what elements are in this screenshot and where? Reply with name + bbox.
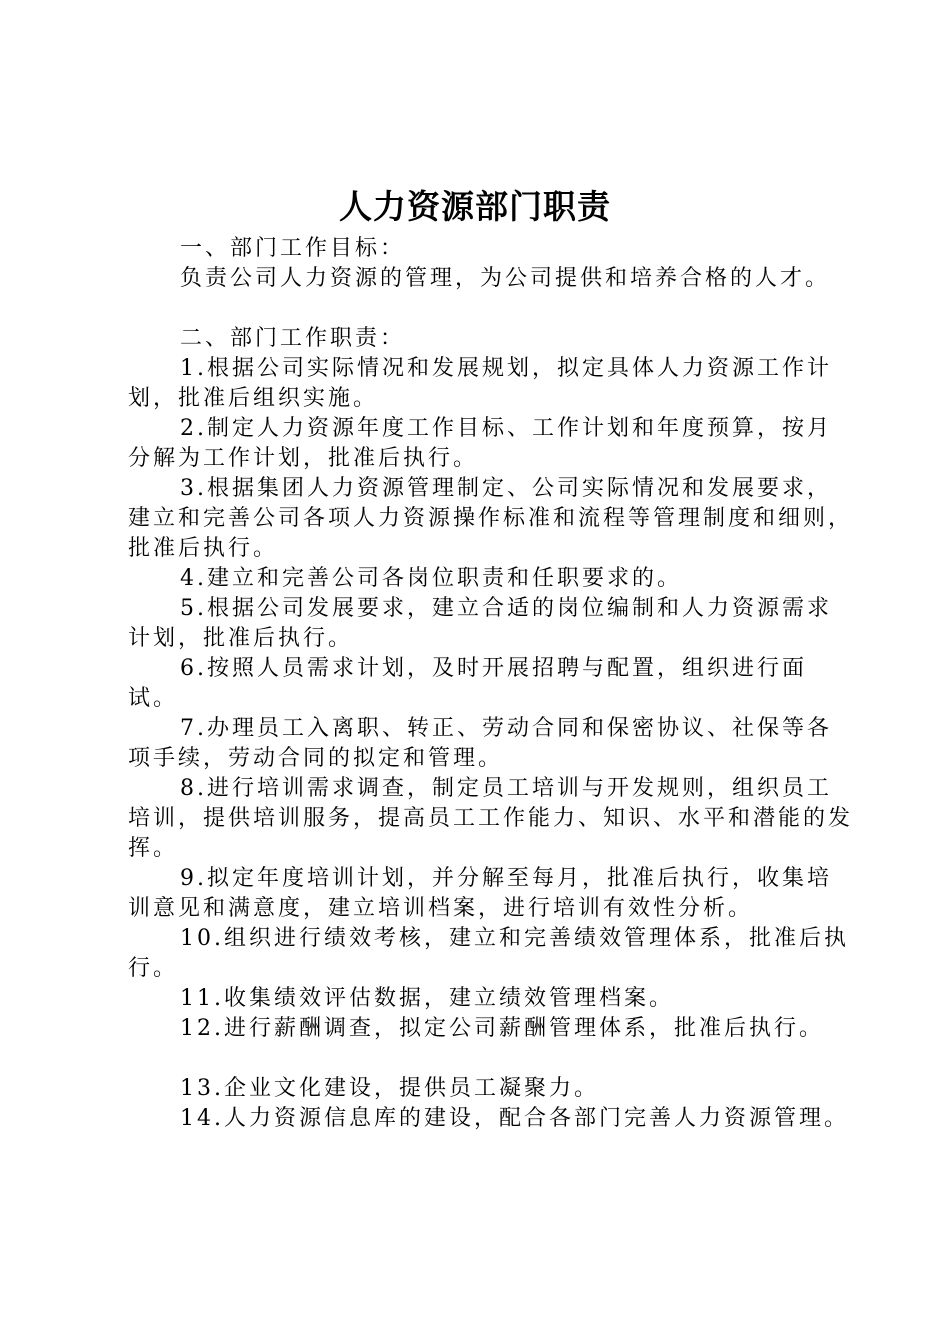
duty-item: 6.按照人员需求计划，及时开展招聘与配置，组织进行面试。 — [128, 656, 807, 711]
document-body — [128, 234, 854, 1134]
duty-item: 9.拟定年度培训计划，并分解至每月，批准后执行，收集培训意见和满意度，建立培训档案，进行培训有效性分析。 — [128, 866, 832, 921]
duty-item: 5.根据公司发展要求，建立合适的岗位编制和人力资源需求计划，批准后执行。 — [128, 596, 832, 651]
duty-item: 7.办理员工入离职、转正、劳动合同和保密协议、社保等各项手续，劳动合同的拟定和管理。 — [128, 716, 832, 771]
duty-item: 3.根据集团人力资源管理制定、公司实际情况和发展要求，建立和完善公司各项人力资源操作标准和流程等管理制度和细则，批准后执行。 — [128, 476, 854, 561]
section-heading-duties: 二、部门工作职责： — [180, 326, 406, 351]
duty-item: 13.企业文化建设，提供员工凝聚力。 — [180, 1076, 599, 1101]
duty-item: 12.进行薪酬调查，拟定公司薪酬管理体系，批准后执行。 — [180, 1016, 824, 1041]
duty-item: 14.人力资源信息库的建设，配合各部门完善人力资源管理。 — [180, 1106, 849, 1131]
duty-item: 2.制定人力资源年度工作目标、工作计划和年度预算，按月分解为工作计划，批准后执行。 — [128, 416, 832, 471]
goals-paragraph: 负责公司人力资源的管理，为公司提供和培养合格的人才。 — [180, 266, 831, 291]
duty-item: 8.进行培训需求调查，制定员工培训与开发规则，组织员工培训，提供培训服务，提高员工工作能力、知识、水平和潜能的发挥。 — [128, 776, 854, 861]
duty-item: 1.根据公司实际情况和发展规划，拟定具体人力资源工作计划，批准后组织实施。 — [128, 356, 832, 411]
spacer — [128, 1044, 854, 1074]
duty-item: 11.收集绩效评估数据，建立绩效管理档案。 — [180, 986, 674, 1011]
duty-item: 4.建立和完善公司各岗位职责和任职要求的。 — [180, 566, 682, 591]
spacer — [128, 294, 854, 324]
duty-item: 10.组织进行绩效考核，建立和完善绩效管理体系，批准后执行。 — [128, 926, 849, 981]
page-title: 人力资源部门职责 — [339, 187, 611, 226]
section-heading-goals: 一、部门工作目标： — [180, 236, 406, 261]
